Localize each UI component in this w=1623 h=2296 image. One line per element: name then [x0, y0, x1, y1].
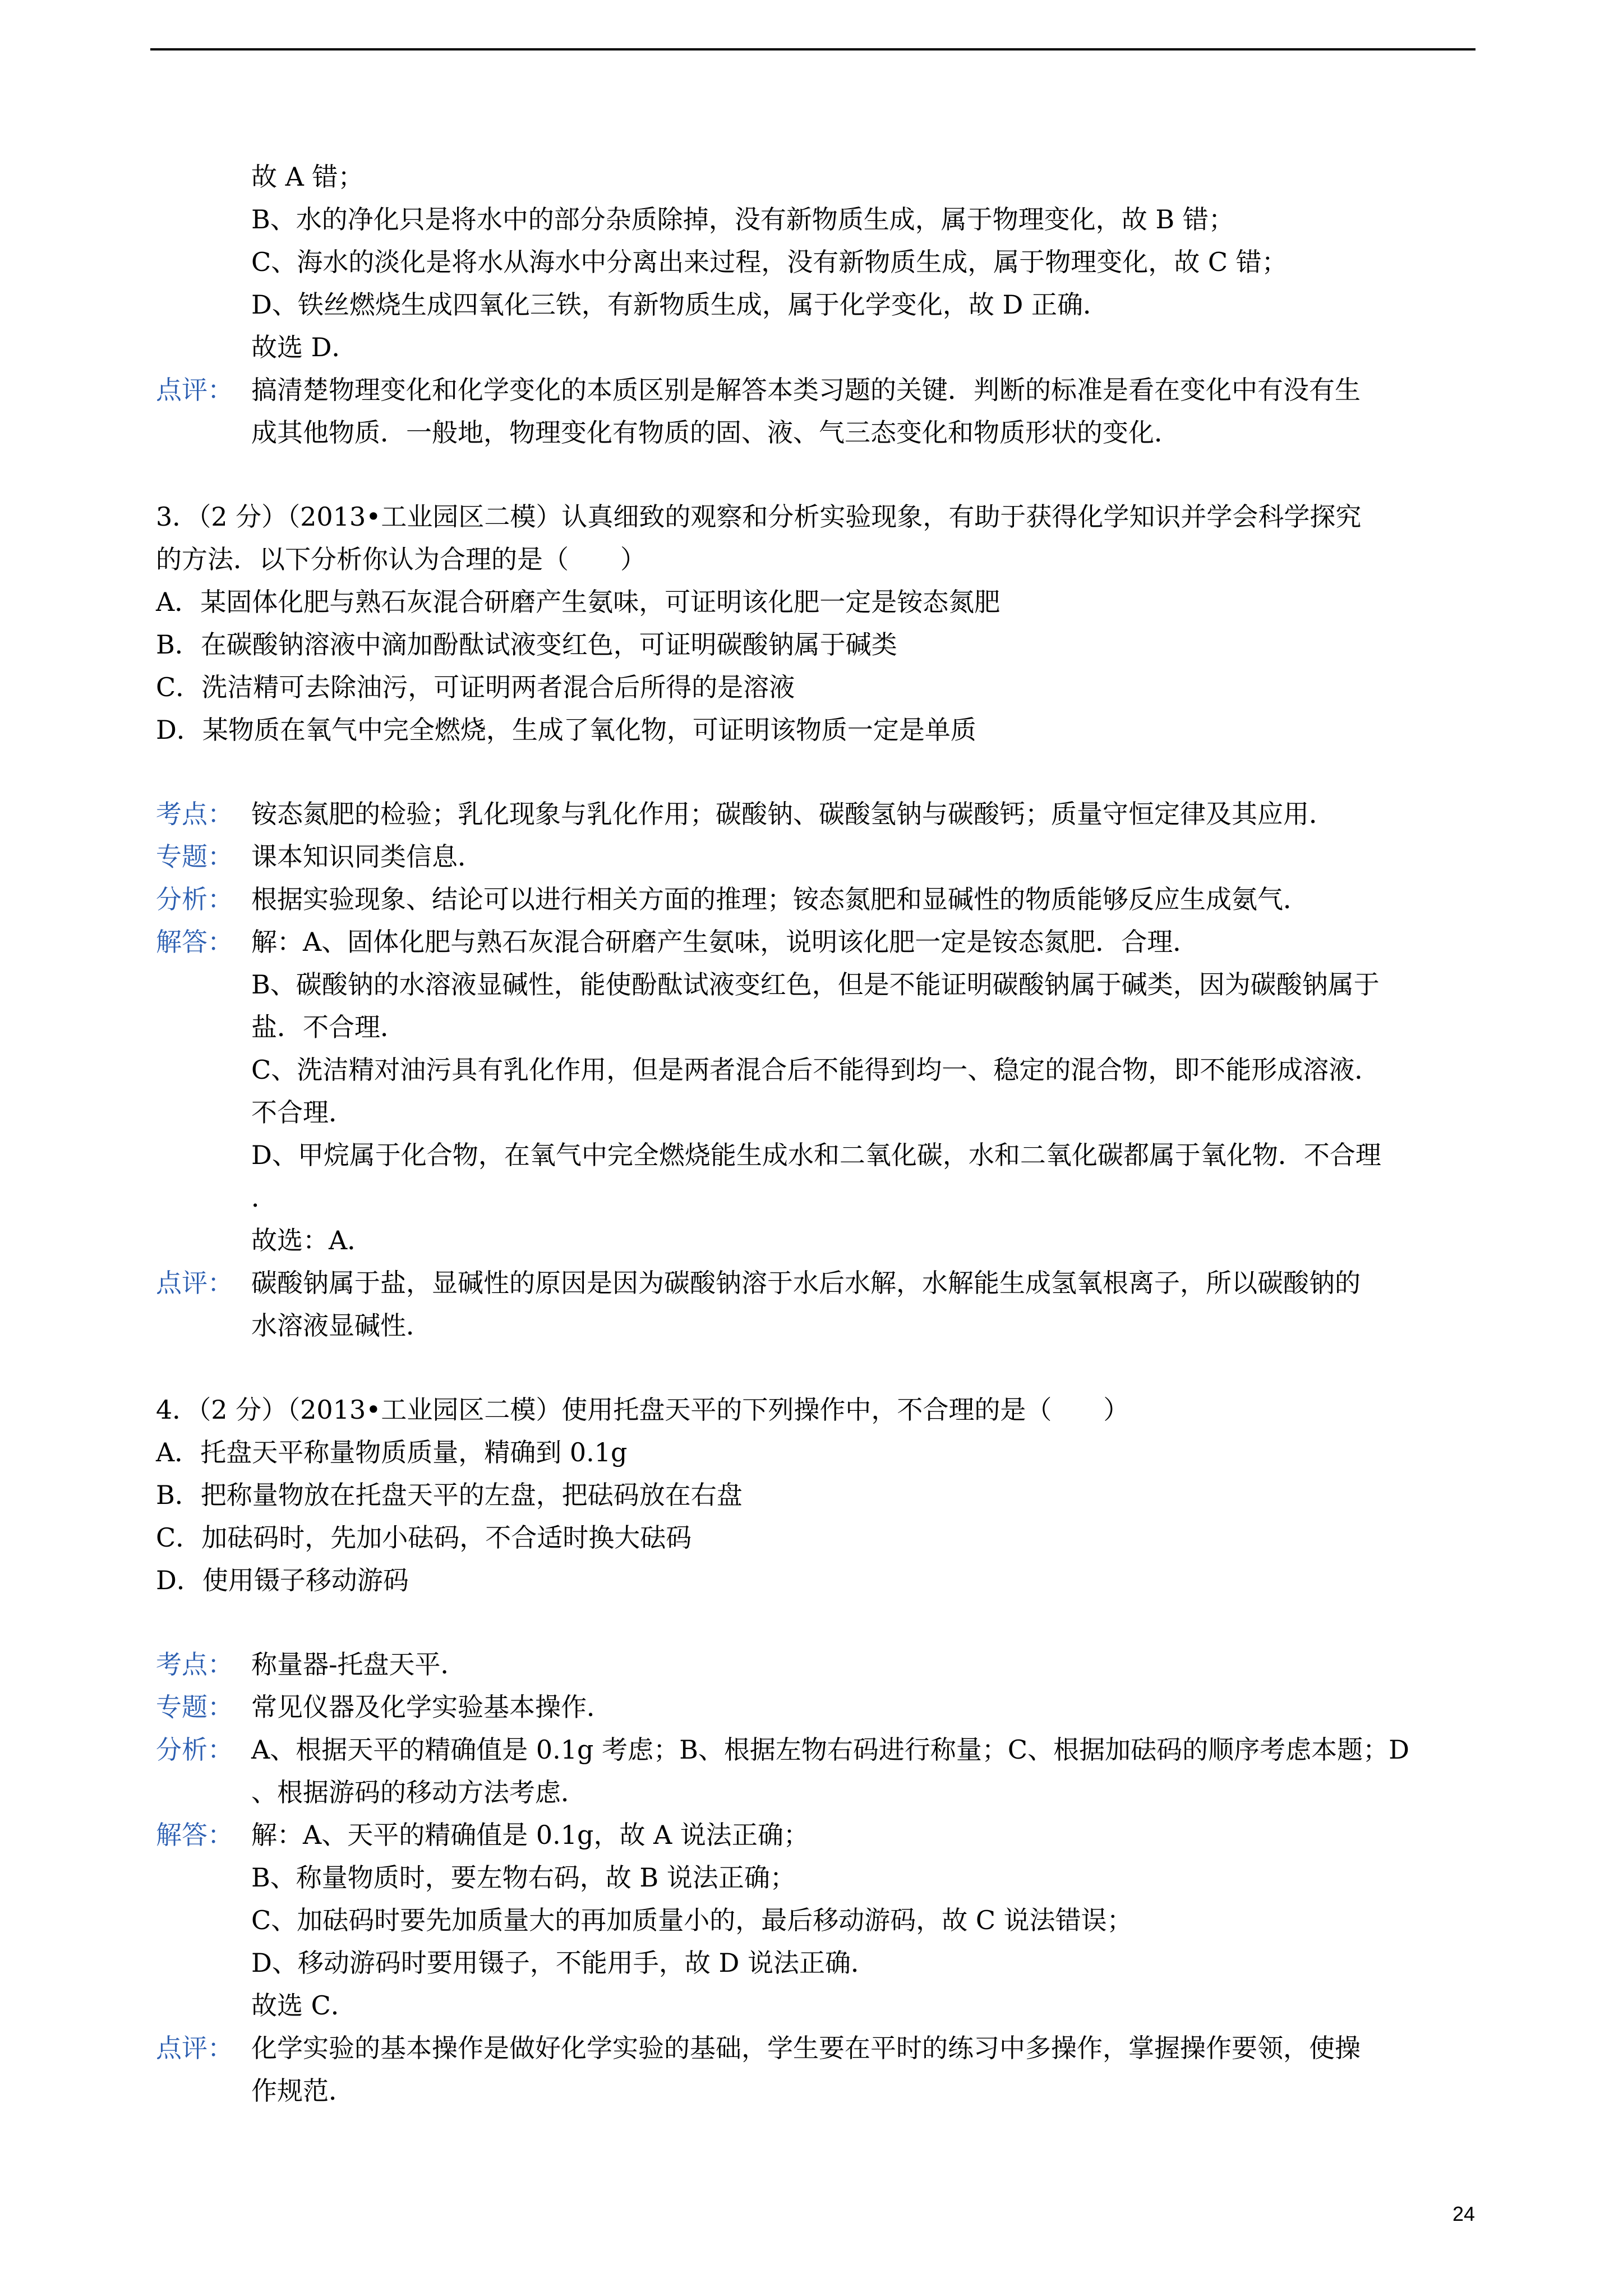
q3-zhuanti-text: 课本知识同类信息． [251, 841, 483, 872]
q4-dianping-line: 化学实验的基本操作是做好化学实验的基础，学生要在平时的练习中多操作，掌握操作要领，使操 [251, 2033, 1361, 2063]
q4-kaodian-text: 称量器-托盘天平． [251, 1649, 467, 1680]
q3-dianping-label: 点评： [156, 1268, 233, 1298]
q3-jieda-line: 故选：A． [251, 1225, 374, 1255]
q3-dianping-line: 水溶液显碱性． [251, 1310, 432, 1341]
q2-text-line: 故 A 错； [251, 162, 364, 192]
q3-jieda-line: ． [251, 1182, 277, 1213]
q4-option-d: D．使用镊子移动游码 [156, 1565, 409, 1595]
q2-comment-line: 搞清楚物理变化和化学变化的本质区别是解答本类习题的关键．判断的标准是看在变化中有没有生 [251, 375, 1361, 405]
q4-fenxi-line: 、根据游码的移动方法考虑． [251, 1777, 587, 1807]
q2-text-line: B、水的净化只是将水中的部分杂质除掉，没有新物质生成，属于物理变化，故 B 错； [251, 204, 1234, 234]
q3-jieda-line: 盐．不合理． [251, 1012, 406, 1042]
q4-option-b: B．把称量物放在托盘天平的左盘，把砝码放在右盘 [156, 1480, 743, 1510]
q2-text-line: C、海水的淡化是将水从海水中分离出来过程，没有新物质生成，属于物理变化，故 C 错； [251, 247, 1288, 277]
q4-fenxi-line: A、根据天平的精确值是 0.1g 考虑；B、根据左物右码进行称量；C、根据加砝码的顺序考虑本题；D [251, 1734, 1409, 1765]
q3-jieda-line: D、甲烷属于化合物，在氧气中完全燃烧能生成水和二氧化碳，水和二氧化碳都属于氧化物．不合理 [251, 1140, 1381, 1170]
q4-kaodian-label: 考点： [156, 1649, 233, 1680]
page-number: 24 [1452, 2202, 1475, 2225]
q3-jieda-line: C、洗洁精对油污具有乳化作用，但是两者混合后不能得到均一、稳定的混合物，即不能形成溶液． [251, 1055, 1381, 1085]
q4-jieda-line: C、加砝码时要先加质量大的再加质量小的，最后移动游码，故 C 说法错误； [251, 1905, 1133, 1935]
q3-fenxi-label: 分析： [156, 884, 233, 914]
q3-option-b: B．在碳酸钠溶液中滴加酚酞试液变红色，可证明碳酸钠属于碱类 [156, 629, 897, 660]
q2-text-line: 故选 D． [251, 332, 358, 362]
q3-jieda-label: 解答： [156, 927, 233, 957]
q3-option-d: D．某物质在氧气中完全燃烧，生成了氧化物，可证明该物质一定是单质 [156, 715, 976, 745]
q3-zhuanti-label: 专题： [156, 841, 233, 872]
q4-jieda-line: 故选 C． [251, 1990, 357, 2021]
q3-option-a: A．某固体化肥与熟石灰混合研磨产生氨味，可证明该化肥一定是铵态氮肥 [156, 587, 1000, 617]
q3-jieda-line: B、碳酸钠的水溶液显碱性，能使酚酞试液变红色，但是不能证明碳酸钠属于碱类，因为碳酸钠属于 [251, 969, 1380, 1000]
q3-stem-line: 的方法．以下分析你认为合理的是（ ） [156, 544, 646, 574]
q4-jieda-line: D、移动游码时要用镊子，不能用手，故 D 说法正确． [251, 1948, 877, 1978]
q2-text-line: D、铁丝燃烧生成四氧化三铁，有新物质生成，属于化学变化，故 D 正确． [251, 289, 1109, 320]
q4-zhuanti-label: 专题： [156, 1692, 233, 1722]
q4-jieda-line: 解：A、天平的精确值是 0.1g，故 A 说法正确； [251, 1820, 809, 1850]
q4-dianping-line: 作规范． [251, 2076, 354, 2106]
q3-dianping-line: 碳酸钠属于盐，显碱性的原因是因为碳酸钠溶于水后水解，水解能生成氢氧根离子，所以碳酸钠的 [251, 1268, 1361, 1298]
q4-stem: 4．（2 分）（2013•工业园区二模）使用托盘天平的下列操作中，不合理的是（ ） [156, 1395, 1129, 1425]
q4-option-c: C．加砝码时，先加小砝码，不合适时换大砝码 [156, 1522, 692, 1553]
q4-option-a: A．托盘天平称量物质质量，精确到 0.1g [156, 1437, 628, 1467]
q4-fenxi-label: 分析： [156, 1734, 233, 1765]
q2-comment-label: 点评： [156, 375, 233, 405]
q4-zhuanti-text: 常见仪器及化学实验基本操作． [251, 1692, 612, 1722]
q3-fenxi-text: 根据实验现象、结论可以进行相关方面的推理；铵态氮肥和显碱性的物质能够反应生成氨气． [251, 884, 1309, 914]
header-rule [150, 48, 1476, 50]
q3-jieda-line: 不合理． [251, 1097, 354, 1128]
q4-dianping-label: 点评： [156, 2033, 233, 2063]
q3-kaodian-label: 考点： [156, 799, 233, 829]
q3-option-c: C．洗洁精可去除油污，可证明两者混合后所得的是溶液 [156, 672, 795, 702]
q3-jieda-line: 解：A、固体化肥与熟石灰混合研磨产生氨味，说明该化肥一定是铵态氮肥．合理． [251, 927, 1199, 957]
q4-jieda-line: B、称量物质时，要左物右码，故 B 说法正确； [251, 1862, 796, 1893]
q3-stem-line: 3．（2 分）（2013•工业园区二模）认真细致的观察和分析实验现象，有助于获得化学知识并学会科学探究 [156, 501, 1362, 532]
q3-kaodian-text: 铵态氮肥的检验；乳化现象与乳化作用；碳酸钠、碳酸氢钠与碳酸钙；质量守恒定律及其应用． [251, 799, 1335, 829]
q2-comment-line: 成其他物质．一般地，物理变化有物质的固、液、气三态变化和物质形状的变化． [251, 417, 1180, 448]
q4-jieda-label: 解答： [156, 1820, 233, 1850]
